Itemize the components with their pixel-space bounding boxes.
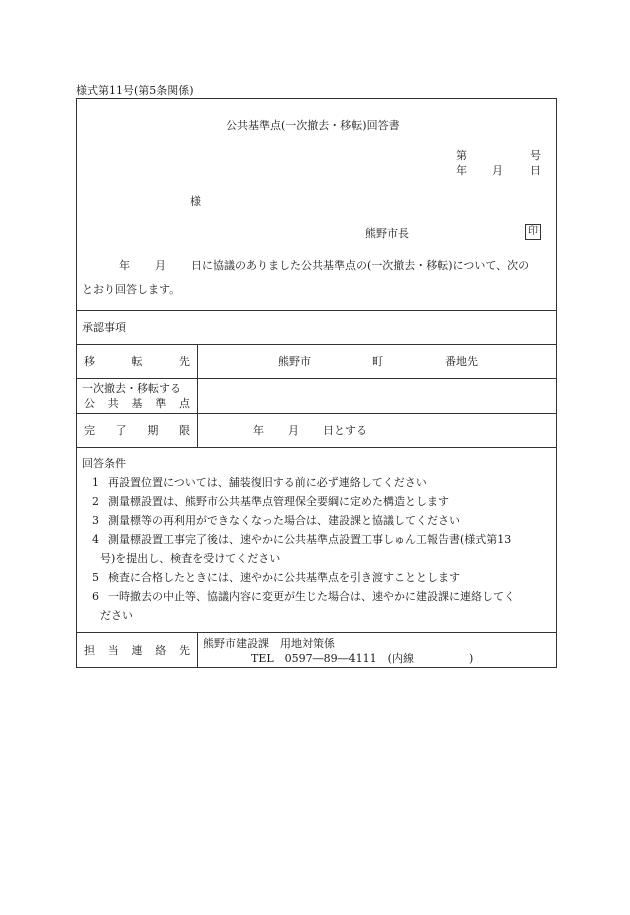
divider-after-intro xyxy=(76,310,557,311)
label-char: 移 xyxy=(84,355,95,368)
condition-item-1 xyxy=(92,477,427,488)
divider-after-point xyxy=(76,413,557,414)
condition-item-2 xyxy=(92,496,449,507)
condition-text: 測量標等の再利用ができなくなった場合は、建設課と協議してください xyxy=(108,514,460,527)
condition-number: 4 xyxy=(92,533,99,546)
divider-after-deadline xyxy=(76,447,557,448)
contact-label xyxy=(84,645,190,656)
divider-after-relocation xyxy=(76,378,557,379)
contact-phone: TEL 0597―89―4111 (内線 ) xyxy=(251,652,474,665)
label-char: 絡 xyxy=(155,644,167,657)
deadline-rest: 日とする xyxy=(323,424,367,437)
condition-number: 6 xyxy=(92,590,99,603)
label-char: 共 xyxy=(107,397,119,410)
condition-number: 1 xyxy=(92,476,99,489)
sender-name: 熊野市長 xyxy=(365,227,409,240)
condition-item-4 xyxy=(92,534,511,545)
label-char: 公 xyxy=(84,397,95,410)
relocation-city: 熊野市 xyxy=(278,355,311,368)
body-text-line-2: とおり回答します。 xyxy=(82,283,181,296)
relocation-label xyxy=(84,356,190,367)
label-char: 準 xyxy=(155,397,167,410)
condition-item-5 xyxy=(92,572,460,583)
relocation-banchi: 番地先 xyxy=(445,355,478,368)
condition-item-3 xyxy=(92,515,460,526)
relocation-town: 町 xyxy=(372,355,383,368)
body-year: 年 xyxy=(119,259,130,272)
seal-mark: 印 xyxy=(525,224,541,240)
addressee-suffix: 様 xyxy=(190,195,201,208)
form-label: 様式第11号(第5条関係) xyxy=(76,84,194,97)
condition-text: 測量標設置は、熊野市公共基準点管理保全要綱に定めた構造とします xyxy=(108,495,449,508)
body-month: 月 xyxy=(155,259,166,272)
condition-number: 2 xyxy=(92,495,99,508)
label-char: 担 xyxy=(84,644,95,657)
label-char: 基 xyxy=(131,397,143,410)
column-separator-rows xyxy=(197,344,198,447)
condition-text: 再設置位置については、舗装復旧する前に必ず連絡してください xyxy=(108,476,427,489)
date-year: 年 xyxy=(456,164,467,177)
label-char: 限 xyxy=(178,424,190,437)
condition-text: 一時撤去の中止等、協議内容に変更が生じた場合は、速やかに建設課に連絡してく xyxy=(108,590,515,603)
label-char: 当 xyxy=(107,644,119,657)
label-char: 先 xyxy=(179,355,190,368)
body-text-line-1 xyxy=(119,260,130,271)
label-char: 点 xyxy=(179,397,190,410)
label-char: 期 xyxy=(147,424,159,437)
date-day: 日 xyxy=(530,164,541,177)
divider-after-approval-heading xyxy=(76,344,557,345)
point-label-line-1: 一次撤去・移転する xyxy=(82,382,181,395)
label-char: 完 xyxy=(84,424,95,437)
deadline-month: 月 xyxy=(288,424,299,437)
divider-after-conditions xyxy=(76,632,557,633)
condition-number: 3 xyxy=(92,514,99,527)
form-title: 公共基準点(一次撤去・移転)回答書 xyxy=(226,119,400,132)
label-char: 連 xyxy=(131,644,143,657)
condition-item-4-continued: 号)を提出し、検査を受けてください xyxy=(100,552,281,565)
label-char: 先 xyxy=(179,644,190,657)
date-line xyxy=(456,165,467,176)
deadline-label xyxy=(84,425,190,436)
body-rest: 日に協議のありました公共基準点の(一次撤去・移転)について、次の xyxy=(191,259,530,272)
number-prefix: 第 xyxy=(456,149,467,162)
number-suffix: 号 xyxy=(530,149,541,162)
condition-item-6-continued: ださい xyxy=(100,609,133,622)
point-label-line-2 xyxy=(84,398,190,409)
date-month: 月 xyxy=(492,164,503,177)
conditions-heading: 回答条件 xyxy=(82,457,126,470)
condition-item-6 xyxy=(92,591,515,602)
column-separator-contact xyxy=(197,632,198,668)
approval-heading: 承認事項 xyxy=(82,321,126,334)
label-char: 了 xyxy=(115,424,127,437)
condition-text: 測量標設置工事完了後は、速やかに公共基準点設置工事しゅん工報告書(様式第13 xyxy=(108,533,512,546)
number-line xyxy=(456,150,467,161)
condition-number: 5 xyxy=(92,571,99,584)
condition-text: 検査に合格したときには、速やかに公共基準点を引き渡すこととします xyxy=(108,571,460,584)
label-char: 転 xyxy=(131,355,143,368)
contact-department: 熊野市建設課 用地対策係 xyxy=(203,637,335,650)
deadline-year: 年 xyxy=(253,424,264,437)
